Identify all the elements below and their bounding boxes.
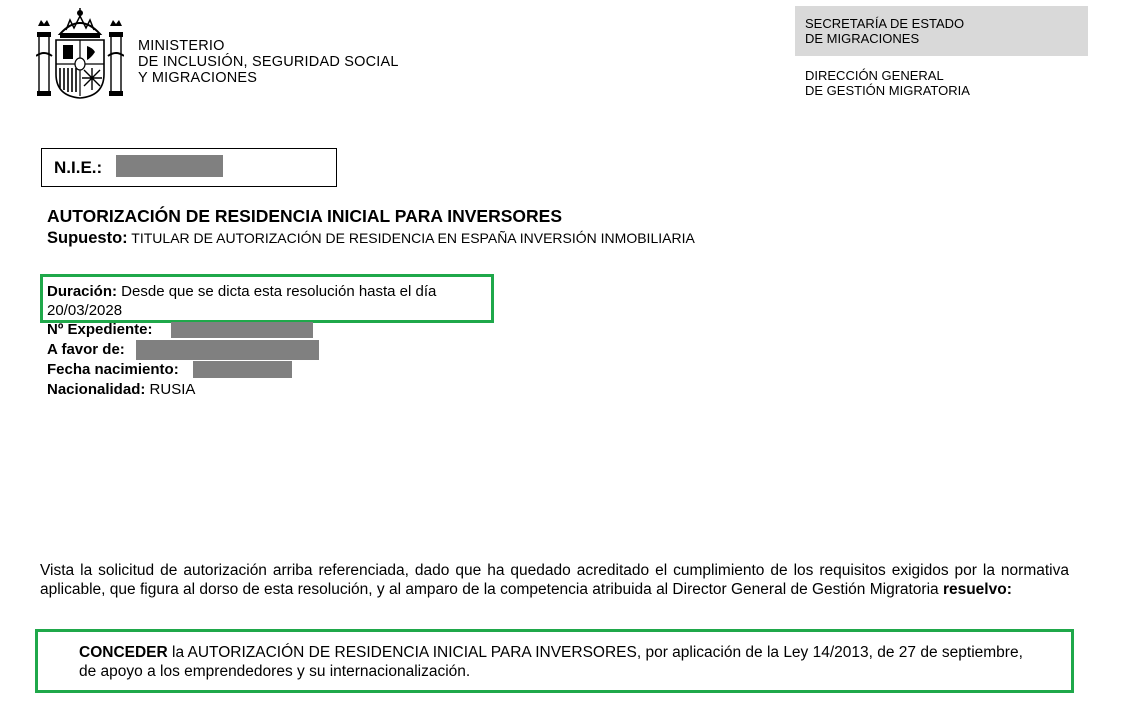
nacimiento-label: Fecha nacimiento: <box>47 361 179 378</box>
ministry-name <box>138 38 399 86</box>
document-title: AUTORIZACIÓN DE RESIDENCIA INICIAL PARA INVERSORES <box>47 206 563 226</box>
expediente-redaction <box>171 322 313 338</box>
secretaria-line-2: DE MIGRACIONES <box>805 31 920 46</box>
nie-label: N.I.E.: <box>54 158 103 177</box>
direccion-line-2: DE GESTIÓN MIGRATORIA <box>805 83 970 98</box>
duracion-value: Desde que se dicta esta resolución hasta el día <box>117 283 437 300</box>
nacimiento-line <box>47 361 179 379</box>
favor-label: A favor de: <box>47 341 125 358</box>
duracion-label: Duración: <box>47 283 118 300</box>
duracion-line <box>47 283 436 301</box>
conceder-bold: CONCEDER <box>79 644 168 661</box>
nacimiento-redaction <box>193 361 292 378</box>
secretaria-box <box>795 6 1088 56</box>
resuelvo-text: resuelvo: <box>942 581 1012 598</box>
favor-redaction <box>136 340 319 360</box>
duracion-date: 20/03/2028 <box>47 302 123 319</box>
coat-of-arms-icon <box>36 6 124 100</box>
nacionalidad-line <box>47 381 195 399</box>
nie-redaction <box>116 155 223 177</box>
expediente-line <box>47 321 153 339</box>
nacionalidad-value: RUSIA <box>145 381 196 398</box>
expediente-label: Nº Expediente: <box>47 321 153 338</box>
ministry-line-2: DE INCLUSIÓN, SEGURIDAD SOCIAL <box>138 54 399 70</box>
supuesto-label: Supuesto: <box>47 229 128 247</box>
conceder-paragraph <box>79 643 1044 681</box>
resolution-paragraph <box>40 561 1069 599</box>
direccion-line-1: DIRECCIÓN GENERAL <box>805 68 944 83</box>
direccion-general <box>805 68 970 98</box>
ministry-line-3: Y MIGRACIONES <box>138 70 258 86</box>
supuesto-value: TITULAR DE AUTORIZACIÓN DE RESIDENCIA EN ESPAÑA INVERSIÓN INMOBILIARIA <box>127 230 695 246</box>
nacionalidad-label: Nacionalidad: <box>47 381 146 398</box>
supuesto-line <box>47 229 695 248</box>
conceder-text: la AUTORIZACIÓN DE RESIDENCIA INICIAL PARA INVERSORES, por aplicación de la Ley 14/2013, de 27 de septiembre, de apoyo a los emprendedores y su internacionalización. <box>79 644 1023 680</box>
favor-line <box>47 341 125 359</box>
secretaria-line-1: SECRETARÍA DE ESTADO <box>805 16 965 31</box>
ministry-line-1: MINISTERIO <box>138 38 225 54</box>
resolution-text: Vista la solicitud de autorización arriba referenciada, dado que ha quedado acreditado el cumplimiento de los requisitos exigidos por la normativa aplicable, que figura al dorso de esta resolución, y al amparo de la competencia atribuida al Director General de Gestión Migratoria <box>40 562 1069 598</box>
